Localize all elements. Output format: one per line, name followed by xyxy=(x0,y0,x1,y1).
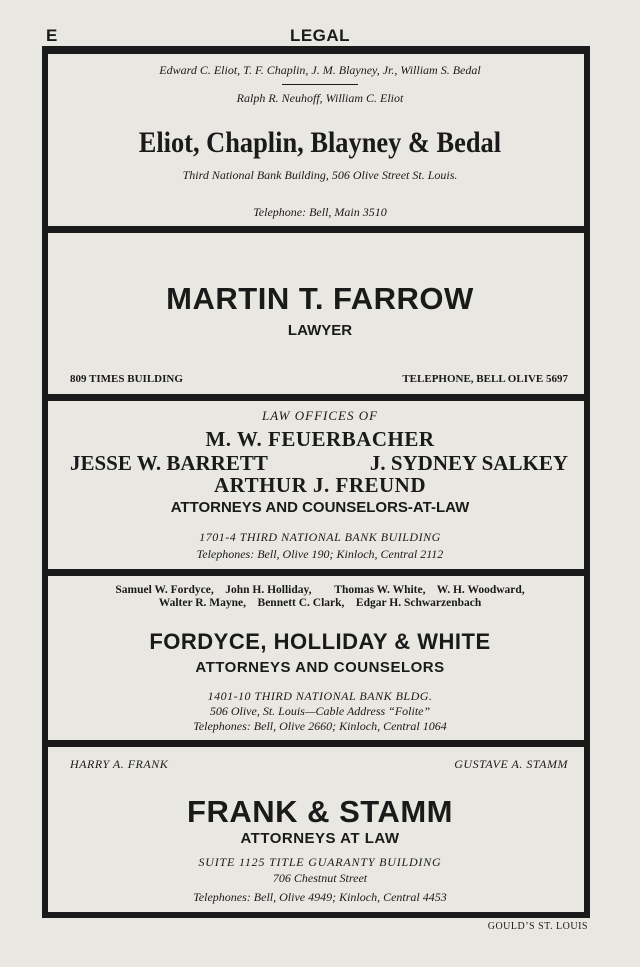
partner-names: Ralph R. Neuhoff, William C. Eliot xyxy=(236,91,404,105)
firm-name: Eliot, Chaplin, Blayney & Bedal xyxy=(138,126,502,159)
partner-name: HARRY A. FRANK xyxy=(70,757,169,771)
practice-title: ATTORNEYS AND COUNSELORS xyxy=(195,659,445,676)
lawyer-name: ARTHUR J. FREUND xyxy=(213,473,426,497)
divider xyxy=(282,84,358,85)
office-phone: Telephones: Bell, Olive 2660; Kinloch, Central 1064 xyxy=(193,719,447,733)
office-address: SUITE 1125 TITLE GUARANTY BUILDING xyxy=(198,855,442,869)
street-address: 706 Chestnut Street xyxy=(272,871,368,885)
firm-name: FORDYCE, HOLLIDAY & WHITE xyxy=(149,629,491,654)
office-phone: Telephones: Bell, Olive 4949; Kinloch, Central 4453 xyxy=(193,890,447,904)
section-letter: E xyxy=(46,26,58,45)
office-phone: Telephones: Bell, Olive 190; Kinloch, Central 2112 xyxy=(196,547,444,561)
lawyer-name: M. W. FEUERBACHER xyxy=(205,427,435,451)
firm-phone: Telephone: Bell, Main 3510 xyxy=(253,205,387,219)
office-address: 809 TIMES BUILDING xyxy=(70,373,183,385)
partner-names: Samuel W. Fordyce, John H. Holliday, Thomas W. White, W. H. Woodward, xyxy=(115,584,525,596)
profession: LAWYER xyxy=(287,322,353,339)
publisher-footer: GOULD’S ST. LOUIS xyxy=(487,921,588,932)
partner-names: Edward C. Eliot, T. F. Chaplin, J. M. Blayney, Jr., William S. Bedal xyxy=(159,63,481,77)
lawyer-name: JESSE W. BARRETT xyxy=(70,451,268,475)
practice-title: ATTORNEYS AT LAW xyxy=(240,830,400,847)
partner-names: Walter R. Mayne, Bennett C. Clark, Edgar H. Schwarzenbach xyxy=(158,597,482,609)
page-section-title: LEGAL xyxy=(289,26,351,45)
ad-separator xyxy=(46,394,586,401)
cable-address: 506 Olive, St. Louis—Cable Address “Folite” xyxy=(209,704,431,718)
partner-name: GUSTAVE A. STAMM xyxy=(454,757,568,771)
firm-address: Third National Bank Building, 506 Olive Street St. Louis. xyxy=(182,168,458,182)
ad-separator xyxy=(46,226,586,233)
lawyer-name: MARTIN T. FARROW xyxy=(166,281,474,316)
office-address: 1701-4 THIRD NATIONAL BANK BUILDING xyxy=(199,530,441,544)
office-phone: TELEPHONE, BELL OLIVE 5697 xyxy=(402,373,568,385)
intro-text: LAW OFFICES OF xyxy=(261,408,379,423)
ad-separator xyxy=(46,740,586,747)
ad-separator xyxy=(46,569,586,576)
firm-name: FRANK & STAMM xyxy=(187,794,453,829)
lawyer-name: J. SYDNEY SALKEY xyxy=(369,451,568,475)
practice-title: ATTORNEYS AND COUNSELORS-AT-LAW xyxy=(170,499,470,516)
firm-name-wrap xyxy=(0,126,640,160)
office-address: 1401-10 THIRD NATIONAL BANK BLDG. xyxy=(207,689,433,703)
